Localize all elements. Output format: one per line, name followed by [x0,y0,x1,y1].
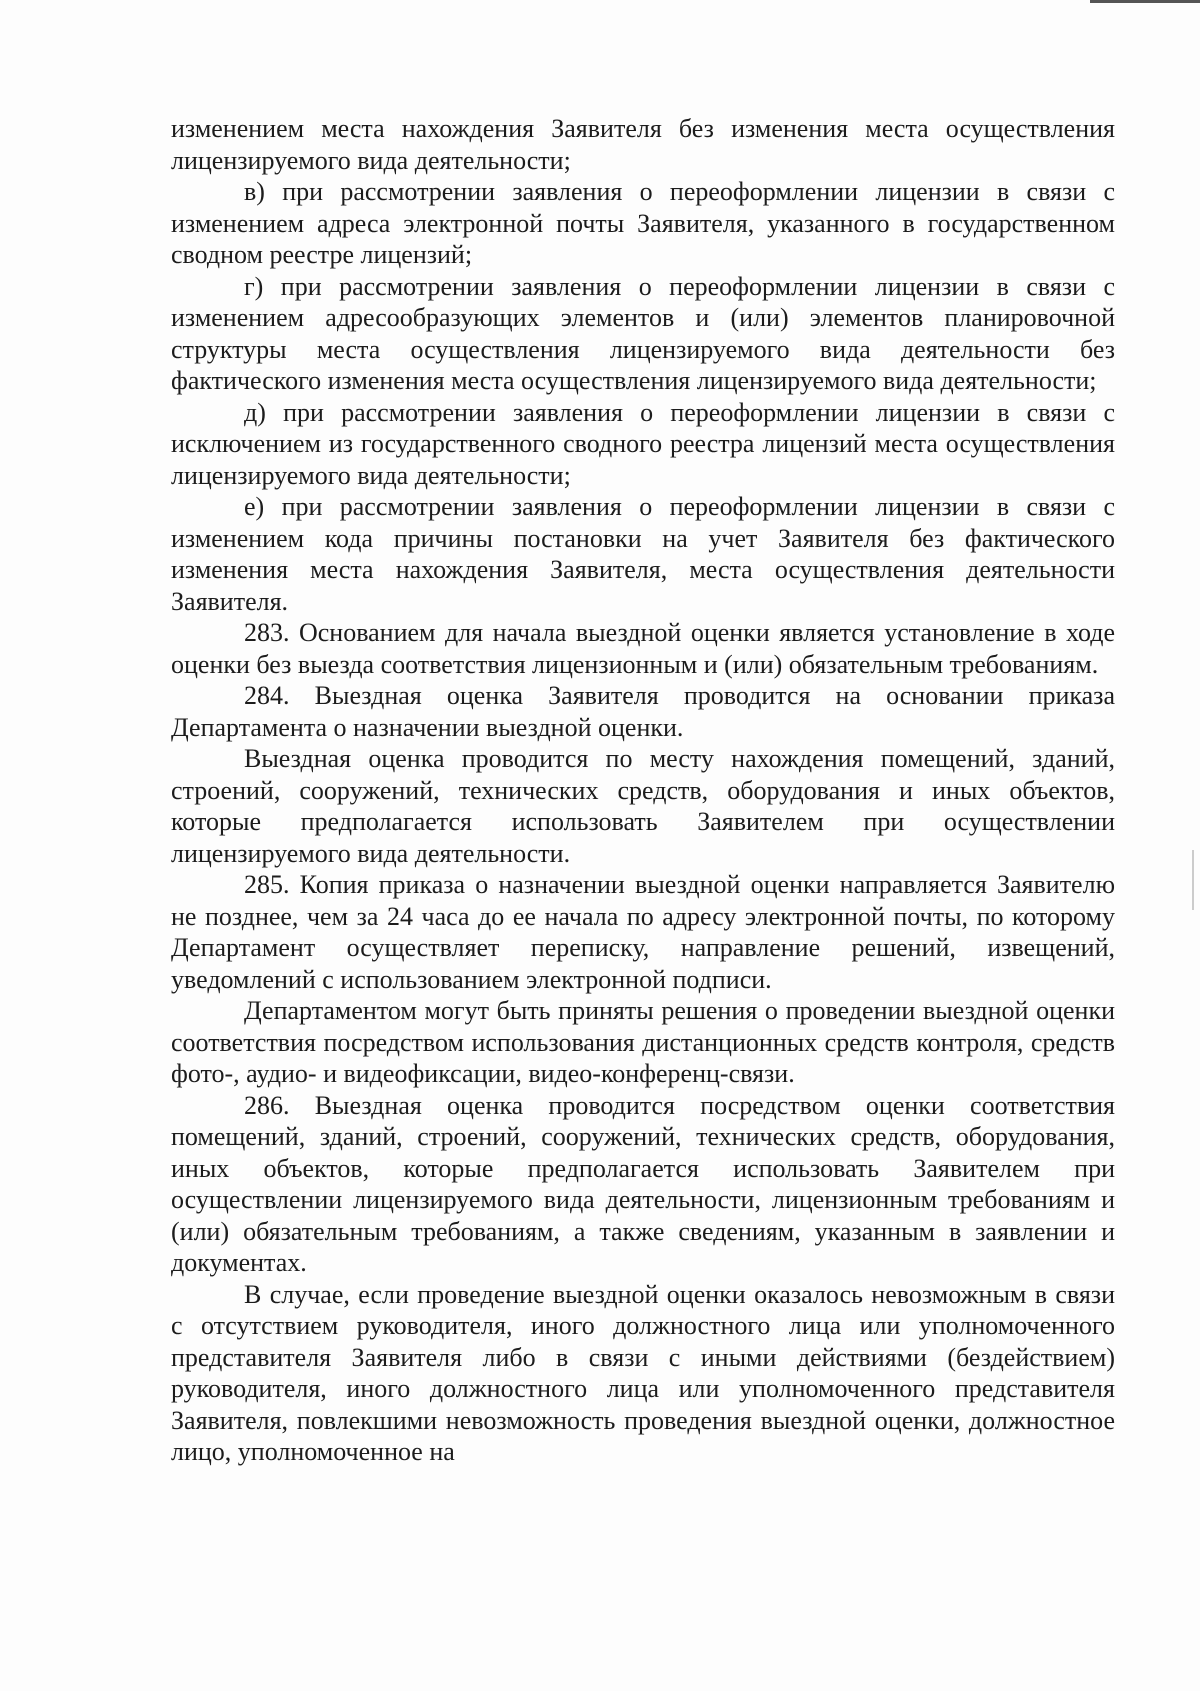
paragraph-283: 283. Основанием для начала выездной оценки является установление в ходе оценки без выезда соответствия лицензионным и (или) обязательным требованиям. [171,618,1115,679]
scan-side-mark [1192,850,1194,910]
paragraph-item-v: в) при рассмотрении заявления о переоформлении лицензии в связи с изменением адреса электронной почты Заявителя, указанного в государственном сводном реестре лицензий; [171,177,1115,269]
paragraph-286-impossible: В случае, если проведение выездной оценки оказалось невозможным в связи с отсутствием руководителя, иного должностного лица или уполномоченного представителя Заявителя либо в связи с иными действиями (бездействием) руководителя, иного должностного лица или уполномоченного представителя Заявителя, повлекшими невозможность проведения выездной оценки, должностное лицо, уполномоченное на [171,1279,1115,1466]
paragraph-284-location: Выездная оценка проводится по месту нахождения помещений, зданий, строений, сооружений, технических средств, оборудования и иных объектов, которые предполагается использовать Заявителем при осуществлении лицензируемого вида деятельности. [171,744,1115,868]
paragraph-286: 286. Выездная оценка проводится посредством оценки соответствия помещений, зданий, строений, сооружений, технических средств, оборудования, иных объектов, которые предполагается использовать Заявителем при осуществлении лицензируемого вида деятельности, лицензионным требованиям и (или) обязательным требованиям, а также сведениям, указанным в заявлении и документах. [171,1090,1115,1277]
paragraph-item-d: д) при рассмотрении заявления о переоформлении лицензии в связи с исключением из государственного сводного реестра лицензий места осуществления лицензируемого вида деятельности; [171,397,1115,490]
paragraph-item-e: е) при рассмотрении заявления о переоформлении лицензии в связи с изменением кода причины постановки на учет Заявителя без фактического изменения места нахождения Заявителя, места осуществления деятельности Заявителя. [171,492,1115,616]
paragraph-285: 285. Копия приказа о назначении выездной оценки направляется Заявителю не позднее, чем за 24 часа до ее начала по адресу электронной почты, по которому Департамент осуществляет переписку, направление решений, извещений, уведомлений с использованием электронной подписи. [171,870,1115,994]
paragraph-continuation: изменением места нахождения Заявителя без изменения места осуществления лицензируемого вида деятельности; [171,114,1115,175]
paragraph-284: 284. Выездная оценка Заявителя проводится на основании приказа Департамента о назначении выездной оценки. [171,681,1115,742]
paragraph-285-remote: Департаментом могут быть приняты решения о проведении выездной оценки соответствия посредством использования дистанционных средств контроля, средств фото-, аудио- и видеофиксации, видео-конференц-связи. [171,996,1115,1088]
scan-edge-mark [1090,0,1200,3]
paragraph-item-g: г) при рассмотрении заявления о переоформлении лицензии в связи с изменением адресообразующих элементов и (или) элементов планировочной структуры места осуществления лицензируемого вида деятельности без фактического изменения места осуществления лицензируемого вида деятельности; [171,271,1115,395]
document-body [171,113,1115,1468]
